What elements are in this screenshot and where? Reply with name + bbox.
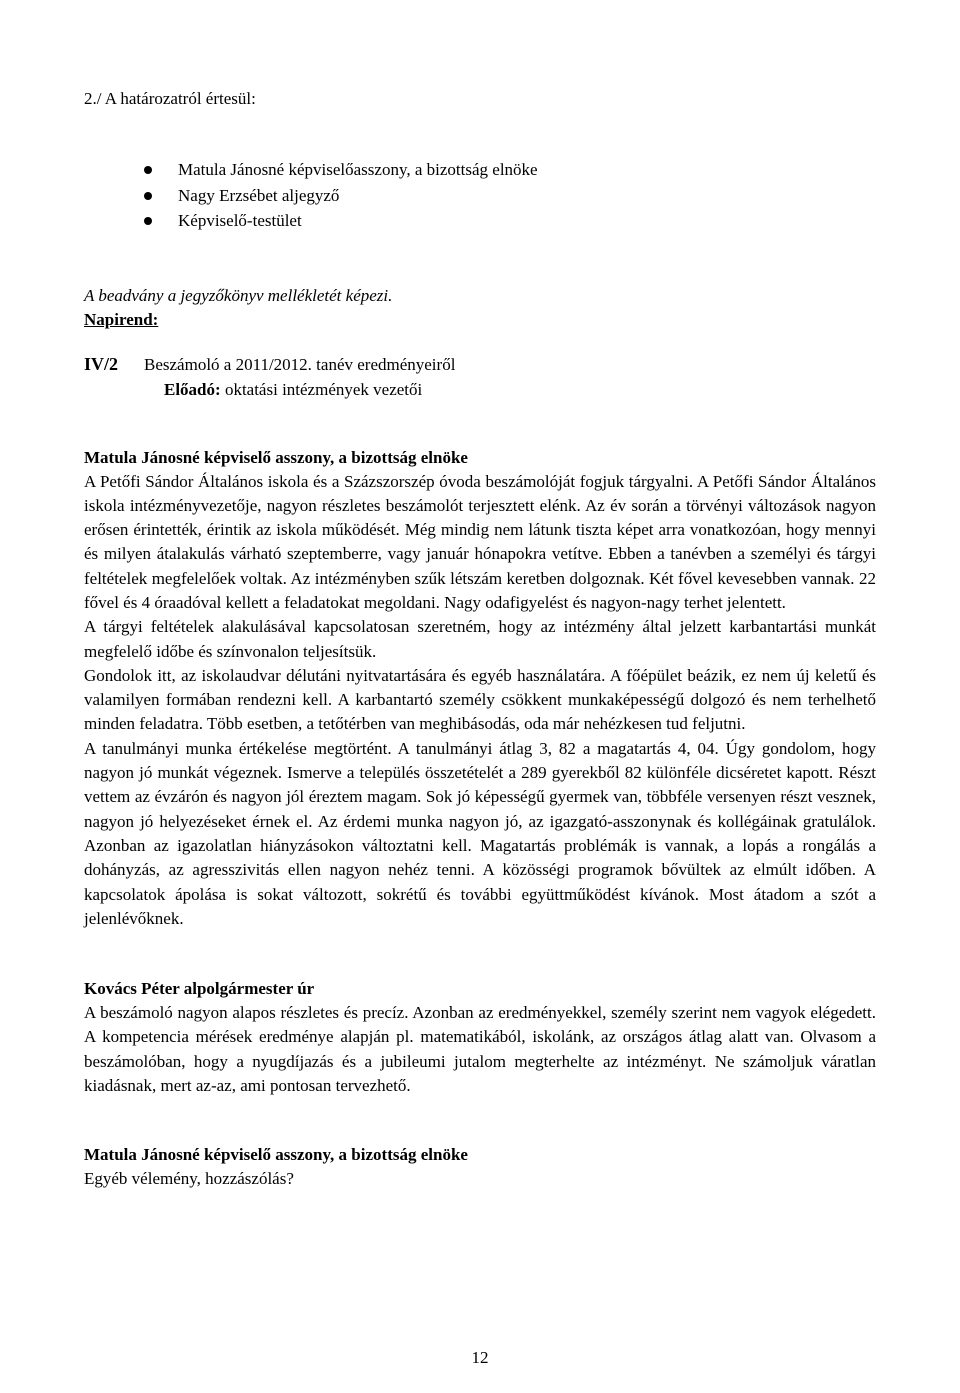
list-item bbox=[84, 183, 876, 209]
speaker-name: Matula Jánosné képviselő asszony, a bizottság elnöke bbox=[84, 1145, 468, 1165]
attachment-note: A beadvány a jegyzőkönyv mellékletét képezi. bbox=[84, 285, 393, 305]
speech-paragraph: Gondolok itt, az iskolaudvar délutáni nyitvatartására és egyéb használatára. A főépület beázik, ez nem új keletű és valamilyen formában rendezni kell. A karbantartó személy csökkent munkaképességű dolgozó és nem terhelhető minden feladatra. Több esetben, a tetőtérben van meghibásodás, oda már nehézkesen tud feljutni. bbox=[84, 665, 876, 734]
agenda-title: Beszámoló a 2011/2012. tanév eredményeiről bbox=[144, 354, 456, 374]
agenda-presenter bbox=[84, 377, 876, 402]
speech-paragraph: A tárgyi feltételek alakulásával kapcsolatosan szeretném, hogy az intézmény által jelzett karbantartási munkát megfelelő időbe és színvonalon teljesítsük. bbox=[84, 617, 876, 661]
recipient-name: Nagy Erzsébet aljegyző bbox=[178, 185, 340, 205]
presenter-name: oktatási intézmények vezetői bbox=[224, 379, 423, 399]
recipient-name: Matula Jánosné képviselőasszony, a bizottság elnöke bbox=[178, 160, 538, 179]
notification-heading: 2./ A határozatról értesül: bbox=[84, 89, 256, 108]
list-item bbox=[84, 208, 876, 234]
agenda-label: Napirend: bbox=[84, 309, 159, 329]
bullet-icon bbox=[144, 166, 152, 174]
speaker-name: Matula Jánosné képviselő asszony, a bizottság elnöke bbox=[84, 447, 468, 467]
presenter-label: Előadó: bbox=[164, 379, 221, 399]
agenda-item bbox=[84, 352, 876, 377]
bullet-icon bbox=[144, 192, 152, 200]
agenda-number: IV/2 bbox=[84, 353, 119, 374]
recipient-list bbox=[84, 157, 876, 234]
speaker-name: Kovács Péter alpolgármester úr bbox=[84, 979, 315, 999]
recipient-name: Képviselő-testület bbox=[178, 211, 302, 230]
document-page bbox=[84, 88, 876, 1192]
page-number: 12 bbox=[471, 1348, 489, 1367]
speech-paragraph: Egyéb vélemény, hozzászólás? bbox=[84, 1169, 294, 1189]
speech-paragraph: A Petőfi Sándor Általános iskola és a Százszorszép óvoda beszámolóját fogjuk tárgyalni. A Petőfi Sándor Általános iskola intézményvezetője, nagyon részletes beszámolót terjesztett elénk. Az év során a törvényi változások nagyon erősen érintették, érintik az iskola működését. Még mindig nem látunk tiszta képet arra vonatkozóan, hogy mennyi és milyen átalakulás várható szeptemberre, vagy január hónapokra vetítve. Ebben a tanévben a személyi és tárgyi feltételek megfelelőek voltak. Az intézményben szűk létszám keretben dolgoznak. Két fővel kevesebben vannak. 22 fővel és 4 óraadóval kellett a feladatokat megoldani. Nagy odafigyelést és nagyon-nagy terhet jelentett. bbox=[84, 471, 876, 612]
speech-paragraph: A tanulmányi munka értékelése megtörtént. A tanulmányi átlag 3, 82 a magatartás 4, 04. Úgy gondolom, hogy nagyon jó munkát végeznek. Ismerve a település összetételét a 289 gyerekből 82 különféle dicséretet kapott. Részt vettem az évzárón és nagyon jól éreztem magam. Sok jó képességű gyermek van, többféle versenyen részt vesznek, nagyon jó helyezéseket érnek el. Az érdemi munka nagyon jó, az igazgató-asszonynak és kollégáinak gratulálok. Azonban az igazolatlan hiányzásokon változtatni kell. Magatartás problémák is vannak, a lopás a rongálás a dohányzás, az agresszivitás ellen nagyon nehéz tenni. A közösségi programok bővültek az elmúlt időben. A kapcsolatok ápolása is sokat változott, sokrétű és további együttműködést kívánok. Most átadom a szót a jelenlévőknek. bbox=[84, 738, 876, 928]
bullet-icon bbox=[144, 217, 152, 225]
speech-paragraph: A beszámoló nagyon alapos részletes és precíz. Azonban az eredményekkel, személy szerint nem vagyok elégedett. A kompetencia mérések eredménye alapján pl. matematikából, iskolánk, az országos átlag alatt van. Olvasom a beszámolóban, hogy a nyugdíjazás és a jubileumi jutalom megterhelte az intézményt. Ne számoljuk váratlan kiadásnak, mert az-az, ami pontosan tervezhető. bbox=[84, 1003, 876, 1096]
list-item bbox=[84, 157, 876, 183]
